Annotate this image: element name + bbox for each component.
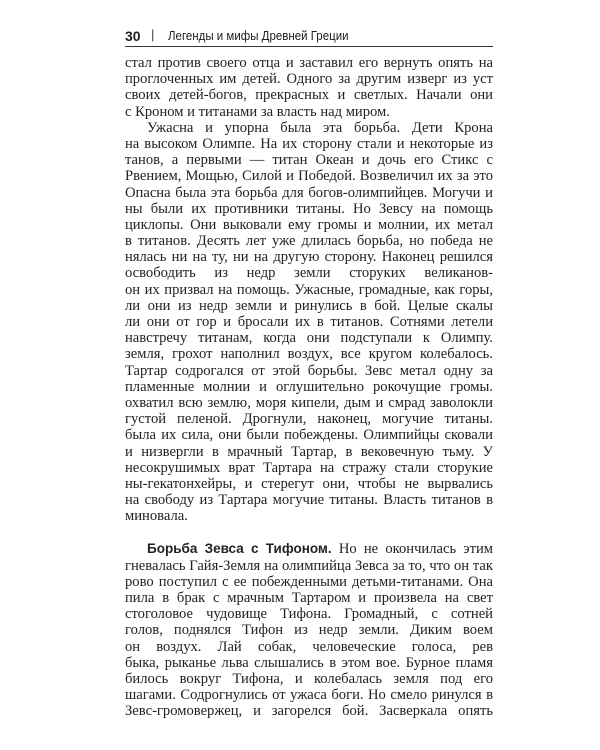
section-heading: Борьба Зевса с Тифоном. bbox=[147, 541, 332, 557]
text-line: своих детей-богов, прекрасных и светлых. Начали они bbox=[125, 87, 493, 104]
book-title: Легенды и мифы Древней Греции bbox=[168, 29, 349, 43]
page-number: 30 bbox=[125, 28, 141, 44]
text-line: нялась ни на ту, ни на другую сторону. Наконец решился bbox=[125, 249, 493, 266]
text-line: проглоченных им детей. Одного за другим изверг из уст bbox=[125, 71, 493, 88]
text-line: пила в брак с мрачным Тартаром и произвела на свет bbox=[125, 590, 493, 606]
text-line: была их сила, они были побеждены. Олимпийцы сковали bbox=[125, 427, 493, 444]
body-text bbox=[125, 55, 493, 720]
text-line: он их призвал на помощь. Ужасные, громадные, как горы, bbox=[125, 281, 493, 298]
text-line: Опасна была эта борьба для богов-олимпийцев. Могучи и bbox=[125, 184, 493, 201]
text-line: на высоком Олимпе. На их сторону стали и некоторые из bbox=[125, 135, 493, 152]
section-first-line bbox=[125, 541, 493, 557]
text-line: освободить из недр земли сторуких великанов- bbox=[125, 265, 493, 282]
text-line: навстречу титанам, когда они подступали к Олимпу. bbox=[125, 330, 493, 347]
text-line: шагами. Содрогнулись от ужаса боги. Но смело ринулся в bbox=[125, 687, 493, 704]
text-line: он воздух. Лай собак, человеческие голоса, рев bbox=[125, 638, 493, 655]
text-fragment: Но не окончилась этим bbox=[338, 541, 493, 558]
text-line: с Кроном и титанами за власть над миром. bbox=[125, 103, 390, 120]
text-line: миновала. bbox=[125, 508, 188, 525]
text-line: в титанов. Десять лет уже длилась борьба, но победа не bbox=[125, 233, 493, 250]
running-header bbox=[125, 26, 493, 47]
text-line: ли они от гор и бросали их в титанов. Сотнями летели bbox=[125, 314, 493, 330]
text-line: гневалась Гайя-Земля на олимпийца Зевса за то, что он так bbox=[125, 557, 493, 574]
text-line: пламенные молнии и оглушительно рокочущие громы. bbox=[125, 378, 493, 395]
text-line: циклопы. Они выковали ему громы и молнии, их метал bbox=[125, 216, 493, 233]
text-line: стал против своего отца и заставил его вернуть опять на bbox=[125, 55, 493, 71]
text-line: Рвением, Мощью, Силой и Победой. Возвеличил их за это bbox=[125, 168, 493, 185]
text-line: Ужасна и упорна была эта борьба. Дети Крона bbox=[147, 119, 493, 136]
text-line: билось вокруг Тифона, и колебалась земля под его bbox=[125, 670, 493, 687]
text-line: густой пеленой. Дрогнули, наконец, могучие титаны. bbox=[125, 411, 493, 428]
text-line: Тартар содрогался от этой борьбы. Зевс метал одну за bbox=[125, 362, 493, 379]
text-line: земля, грохот наполнил воздух, все кругом колебалось. bbox=[125, 346, 493, 363]
text-line: Зевс-громовержец, и загорелся бой. Засверкала опять bbox=[125, 703, 493, 720]
paragraph bbox=[125, 55, 493, 120]
text-line: охватил всю землю, моря кипели, дым и смрад заволокли bbox=[125, 394, 493, 411]
text-line: ны были их противники титаны. Но Зевсу на помощь bbox=[125, 200, 493, 217]
text-line: на свободу из Тартара могучие титаны. Власть титанов в bbox=[125, 492, 493, 509]
section-typhon bbox=[125, 541, 493, 719]
section-gap bbox=[125, 524, 493, 541]
text-line: ли они из недр земли и ринулись в бой. Целые скалы bbox=[125, 297, 493, 314]
text-line: ны-гекатонхейры, и стерегут они, чтобы не вырвались bbox=[125, 475, 493, 492]
text-line: танов, а первыми — титан Океан и дочь его Стикс с bbox=[125, 152, 493, 169]
text-line: стоголовое чудовище Тифона. Громадный, с сотней bbox=[125, 606, 493, 623]
text-line: и низвергли в мрачный Тартар, в вековечную тьму. У bbox=[125, 443, 493, 460]
text-line: быка, рыканье льва слышались в этом вое. Бурное пламя bbox=[125, 654, 493, 671]
text-line: рово поступил с ее побежденными детьми-титанами. Она bbox=[125, 573, 493, 590]
text-line: несокрушимых врат Тартара на стражу стали сторукие bbox=[125, 459, 493, 476]
paragraph bbox=[125, 120, 493, 525]
text-line: голов, поднялся Тифон из недр земли. Диким воем bbox=[125, 622, 493, 639]
header-separator: | bbox=[151, 27, 155, 42]
